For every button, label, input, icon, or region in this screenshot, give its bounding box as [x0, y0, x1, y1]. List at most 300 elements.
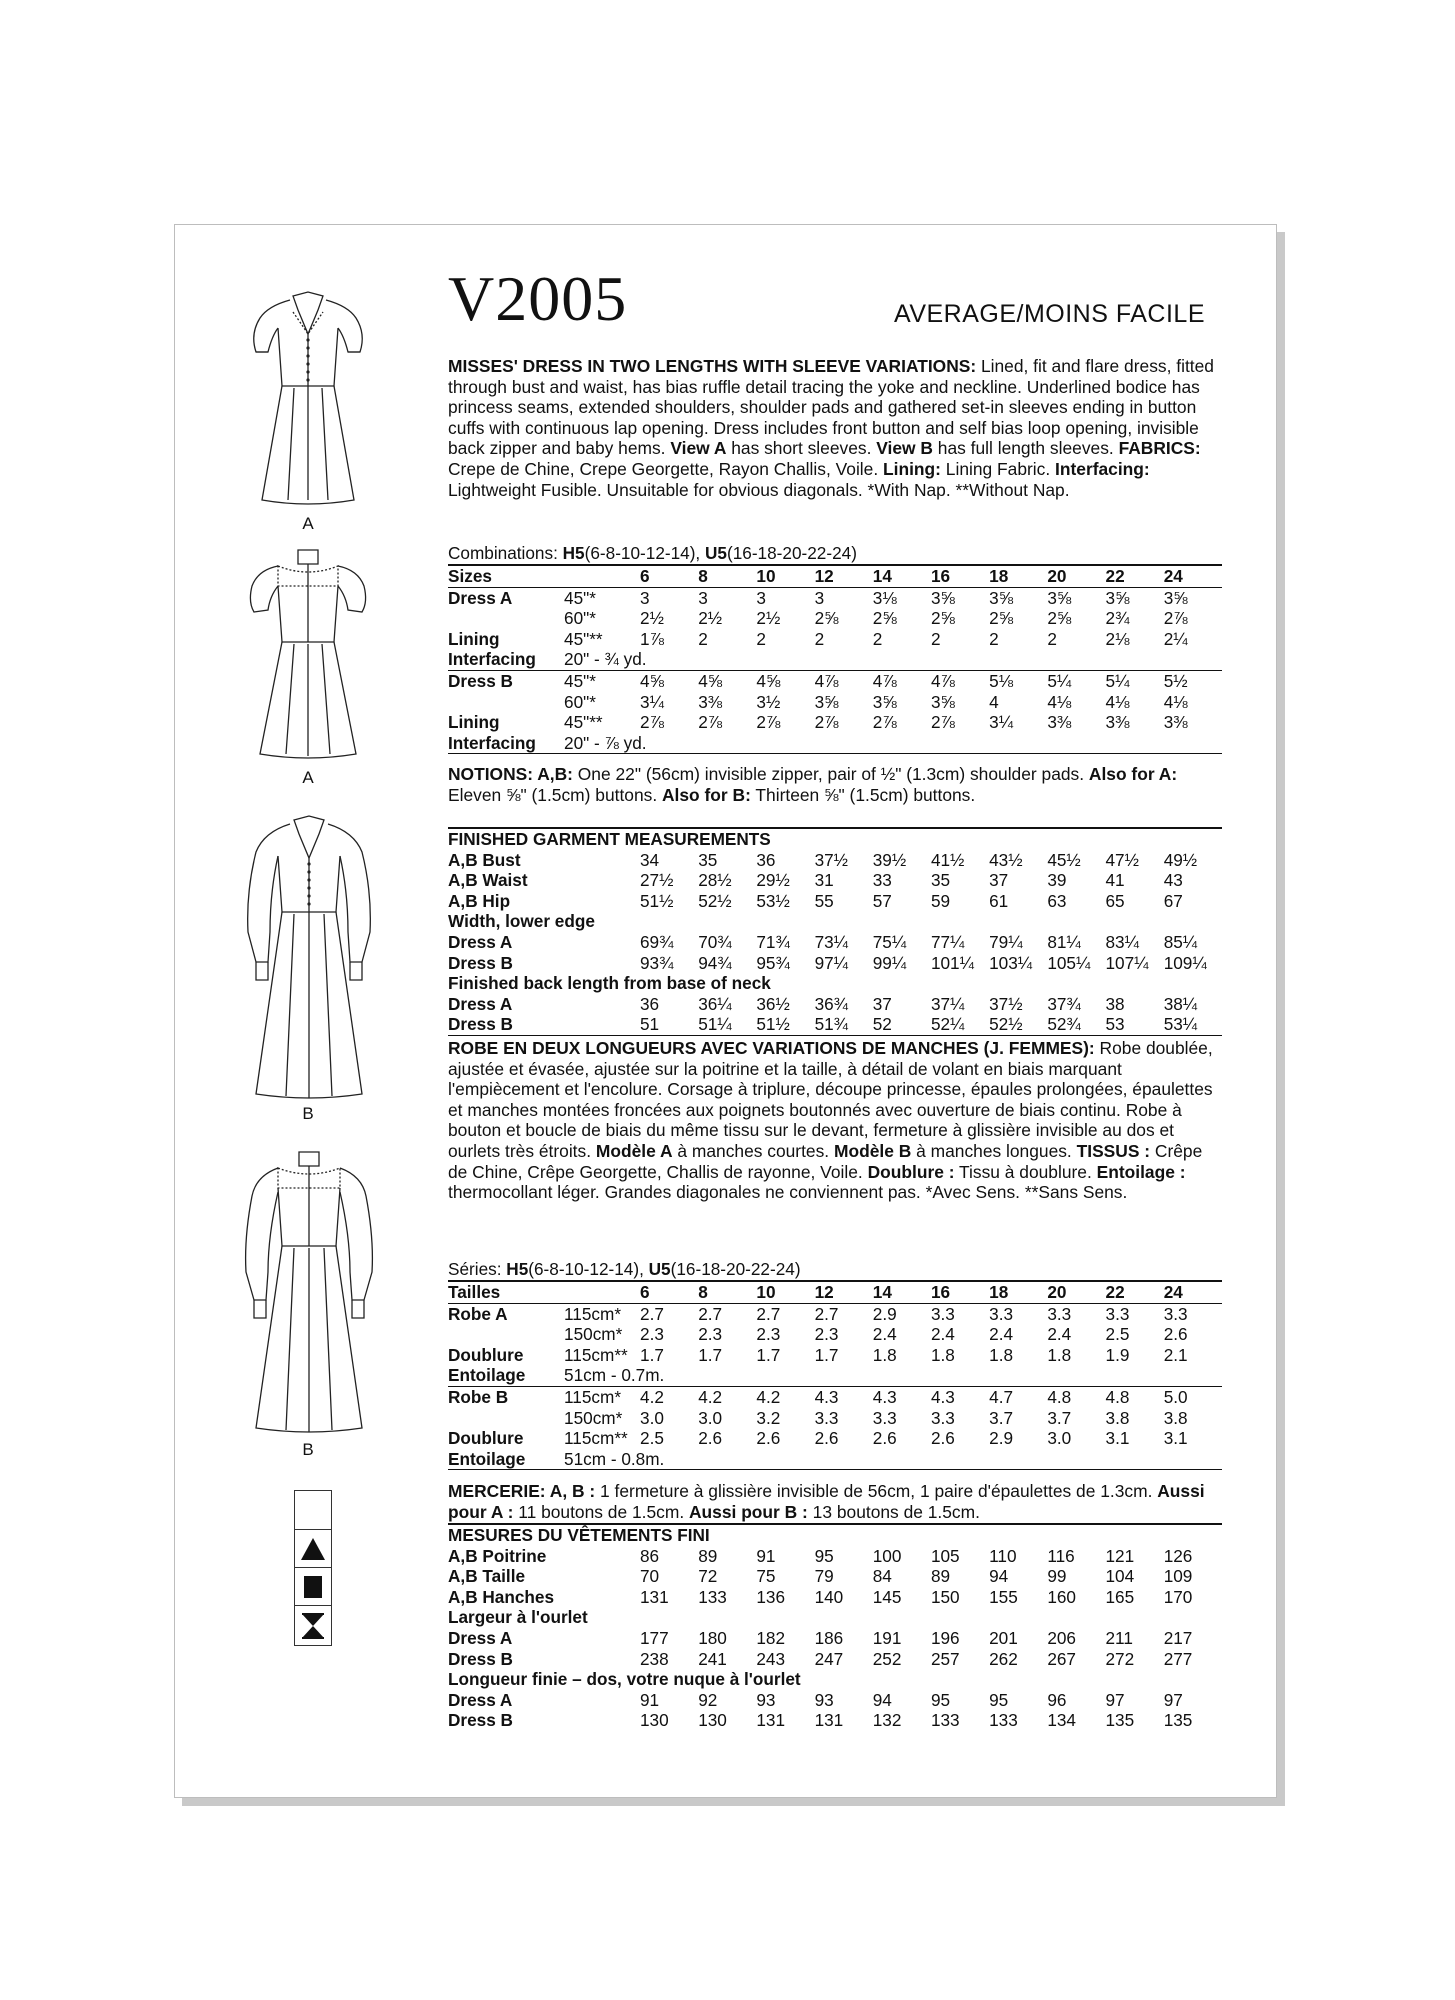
- row-label: A,B Bust: [448, 849, 521, 870]
- bold-text: Aussi pour B :: [689, 1501, 808, 1522]
- table-cell: 132: [872, 1710, 902, 1731]
- column-header: Sizes: [448, 565, 564, 587]
- column-header: 24: [1164, 1281, 1222, 1303]
- row-label: A,B Taille: [448, 1566, 526, 1587]
- table-cell: 51¾: [815, 1014, 873, 1035]
- table-cell: 3⅝: [1105, 587, 1130, 608]
- table-cell: 177: [640, 1627, 669, 1648]
- table-cell: 145: [872, 1586, 902, 1607]
- table-cell: 29½: [756, 870, 790, 891]
- subheading-row: [448, 1607, 1222, 1628]
- bold-text: MERCERIE: A, B :: [448, 1481, 596, 1501]
- table-cell: 136: [756, 1586, 786, 1607]
- finished-measurements-french: [448, 1523, 1222, 1731]
- table-cell: 3⅜: [1105, 712, 1130, 733]
- table-cell: 99¼: [872, 952, 907, 973]
- body-text: Lined, fit and flare dress, fitted through bust and waist, has bias ruffle detail tracing the yoke and neckline. Underlined bodice has princess seams, extended shoulders, shoulder pads and gathered set-in sleeves ending in button cuffs with continuous lap opening. Dress includes front button and self bias loop opening, invisible back zipper and baby hems.: [448, 356, 1214, 459]
- fabric-width: 45"**: [564, 712, 603, 733]
- fabric-width: 45"**: [564, 628, 603, 649]
- row-label: Dress B: [448, 1648, 513, 1669]
- table-cell: 77¼: [930, 931, 965, 952]
- table-cell: 2.5: [1105, 1324, 1130, 1345]
- subheading-row: [448, 973, 1222, 994]
- table-row: [448, 850, 1222, 871]
- table-cell: 35: [698, 849, 718, 870]
- dress-view-a-front-illustration: [238, 288, 378, 510]
- table-cell: 3⅝: [872, 691, 897, 712]
- table-row: [448, 670, 1222, 691]
- row-label: Dress A: [448, 587, 513, 608]
- table-cell: 104: [1105, 1566, 1135, 1587]
- body-text: has full length sleeves.: [932, 438, 1119, 459]
- table-cell: 2½: [756, 608, 781, 629]
- table-cell: 2⅝: [872, 608, 897, 629]
- description-english: [448, 356, 1226, 500]
- table-row: [448, 1649, 1222, 1670]
- table-cell: 33: [872, 870, 892, 891]
- column-header: Tailles: [448, 1281, 564, 1303]
- finished-measurements-english: [448, 827, 1222, 1036]
- table-cell: 182: [756, 1627, 786, 1648]
- bold-text: Lining:: [883, 458, 941, 479]
- row-label: Dress B: [448, 670, 564, 691]
- table-cell: 2½: [698, 608, 723, 629]
- bold-text: Doublure :: [867, 1161, 955, 1182]
- table-cell: 5¼: [1047, 670, 1105, 691]
- table-cell: 3.3: [1163, 1303, 1188, 1324]
- bold-text: FABRICS:: [1118, 438, 1201, 459]
- combinations-french: Séries: H5(6-8-10-12-14), U5(16-18-20-22-24): [448, 1259, 801, 1279]
- table-cell: 4.2: [756, 1386, 814, 1407]
- table-cell: 133: [930, 1710, 960, 1731]
- table-cell: 2.4: [930, 1324, 955, 1345]
- table-cell: 79: [814, 1566, 834, 1587]
- table-cell: 51½: [756, 1014, 814, 1035]
- table-cell: 3.3: [1105, 1303, 1130, 1324]
- table-row: [448, 733, 1222, 754]
- table-cell: 206: [1047, 1627, 1076, 1648]
- table-cell: 1.7: [640, 1344, 664, 1365]
- row-label: Entoilage: [448, 1449, 564, 1470]
- column-header: 6: [640, 565, 698, 587]
- table-cell: 4⅝: [698, 670, 756, 691]
- table-cell: 45½: [1047, 849, 1081, 870]
- table-cell: 4⅝: [640, 670, 698, 691]
- table-cell: 238: [640, 1648, 669, 1669]
- row-label: Dress A: [448, 1689, 513, 1710]
- table-cell: 3.3: [930, 1407, 955, 1428]
- table-cell: 2: [872, 628, 883, 649]
- column-header: 14: [873, 565, 931, 587]
- table-cell: 155: [989, 1586, 1018, 1607]
- fabric-width: 115cm*: [564, 1386, 640, 1407]
- table-header-row: [448, 565, 1222, 587]
- table-cell: 2¾: [1105, 608, 1130, 629]
- table-cell: 53: [1106, 1014, 1164, 1035]
- table-cell: 2.6: [1163, 1324, 1188, 1345]
- triangle-icon: [295, 1529, 331, 1567]
- row-label: Dress A: [448, 1627, 513, 1648]
- body-text: à manches longues.: [911, 1140, 1077, 1161]
- table-cell: 2.4: [872, 1324, 897, 1345]
- table-cell: 65: [1105, 890, 1125, 911]
- table-cell: 160: [1047, 1586, 1076, 1607]
- table-cell: 4⅞: [815, 670, 873, 691]
- table-cell: 34: [640, 849, 660, 870]
- body-text: thermocollant léger. Grandes diagonales ne conviennent pas. *Avec Sens. **Sans Sens.: [448, 1182, 1128, 1203]
- table-cell: 2.7: [814, 1303, 839, 1324]
- body-text: 11 boutons de 1.5cm.: [513, 1501, 689, 1522]
- section-title: MESURES DU VÊTEMENTS FINI: [448, 1524, 1222, 1546]
- table-cell: 75: [756, 1566, 776, 1587]
- table-cell: 4.2: [640, 1386, 698, 1407]
- column-header: 10: [756, 1281, 814, 1303]
- notions-french: [448, 1481, 1222, 1522]
- table-row: [448, 1546, 1222, 1567]
- table-cell: 94¾: [698, 952, 732, 973]
- table-cell: 39½: [872, 849, 907, 870]
- table-cell: 4.7: [989, 1386, 1047, 1407]
- row-label: A,B Poitrine: [448, 1545, 547, 1566]
- subheading-row: [448, 911, 1222, 932]
- table-cell: 4⅛: [1105, 691, 1130, 712]
- table-cell: 43½: [989, 849, 1023, 870]
- table-cell: 3.1: [1105, 1428, 1130, 1449]
- section-title: FINISHED GARMENT MEASUREMENTS: [448, 828, 1222, 850]
- table-cell: 2.4: [1047, 1324, 1072, 1345]
- table-cell: 101¼: [930, 952, 974, 973]
- body-text: has short sleeves.: [726, 438, 877, 459]
- table-cell: 36½: [756, 993, 790, 1014]
- fabric-width: 60"*: [564, 691, 596, 712]
- table-cell: 71¾: [756, 931, 790, 952]
- table-cell: 3.8: [1163, 1407, 1188, 1428]
- fabric-width: 150cm*: [564, 1324, 623, 1345]
- dress-view-b-back-illustration: [234, 1148, 384, 1438]
- table-cell: 37¾: [1047, 993, 1081, 1014]
- table-cell: 95: [930, 1689, 951, 1710]
- table-cell: 95: [989, 1689, 1009, 1710]
- row-label: Doublure: [448, 1344, 524, 1365]
- table-cell: 52: [873, 1014, 931, 1035]
- table-cell: 59: [930, 890, 951, 911]
- table-cell: 135: [1105, 1710, 1135, 1731]
- fabric-width: 115cm**: [564, 1344, 628, 1365]
- table-cell: 3⅝: [989, 587, 1014, 608]
- body-text: Eleven ⅝" (1.5cm) buttons.: [448, 784, 662, 805]
- table-cell: 186: [814, 1627, 844, 1648]
- column-header: 8: [698, 1281, 756, 1303]
- table-cell: 4.3: [931, 1386, 989, 1407]
- fabric-width: 115cm*: [564, 1303, 622, 1324]
- table-cell: 3⅜: [698, 691, 723, 712]
- table-row: [448, 649, 1222, 670]
- table-cell: 97: [1105, 1689, 1125, 1710]
- table-cell: 1⅞: [640, 628, 664, 649]
- row-label: A,B Waist: [448, 870, 528, 891]
- table-cell: 43: [1163, 870, 1183, 891]
- table-cell: 47½: [1105, 849, 1139, 870]
- table-cell: 93: [756, 1689, 776, 1710]
- table-cell: 2.6: [698, 1428, 723, 1449]
- column-header: 12: [815, 565, 873, 587]
- table-cell: 97¼: [814, 952, 849, 973]
- notions-english: [448, 764, 1222, 805]
- row-label: [448, 608, 564, 629]
- table-cell: 3⅜: [1047, 712, 1072, 733]
- table-cell: 3.3: [814, 1407, 839, 1428]
- table-cell: 95¾: [756, 952, 790, 973]
- table-cell: 2.7: [756, 1303, 781, 1324]
- table-row: [448, 1628, 1222, 1649]
- table-cell: 3.0: [1047, 1428, 1072, 1449]
- table-cell: 3.7: [1047, 1407, 1072, 1428]
- table-cell: 131: [814, 1710, 844, 1731]
- table-cell: 37½: [989, 993, 1023, 1014]
- table-cell: 2.3: [756, 1324, 781, 1345]
- body-text: Lightweight Fusible. Unsuitable for obvious diagonals. *With Nap. **Without Nap.: [448, 479, 1070, 500]
- table-cell: 100: [872, 1545, 902, 1566]
- table-cell: 3.1: [1163, 1428, 1188, 1449]
- yardage-table-french: [448, 1280, 1222, 1470]
- table-cell: 2.5: [640, 1428, 664, 1449]
- table-cell: 1.7: [814, 1344, 839, 1365]
- table-cell: 2.6: [756, 1428, 781, 1449]
- row-label: A,B Hanches: [448, 1586, 555, 1607]
- table-cell: 2.3: [698, 1324, 723, 1345]
- table-cell: 2⅝: [814, 608, 839, 629]
- table-cell: 4⅝: [756, 670, 814, 691]
- subheading: Longueur finie – dos, votre nuque à l'ourlet: [448, 1669, 801, 1690]
- table-cell: 2⅞: [872, 712, 897, 733]
- table-row: [448, 1428, 1222, 1449]
- table-cell: 36: [640, 993, 660, 1014]
- table-cell: 1.8: [989, 1344, 1014, 1365]
- table-cell: 4.2: [698, 1386, 756, 1407]
- table-cell: 35: [930, 870, 951, 891]
- row-label: Lining: [448, 628, 500, 649]
- row-label: Entoilage: [448, 1365, 526, 1386]
- subheading: Largeur à l'ourlet: [448, 1607, 588, 1628]
- table-cell: 81¼: [1047, 931, 1081, 952]
- fabric-width: 51cm - 0.7m.: [564, 1365, 665, 1386]
- table-cell: 3: [640, 587, 650, 608]
- row-label: Dress A: [448, 931, 513, 952]
- table-cell: 267: [1047, 1648, 1076, 1669]
- table-cell: 170: [1163, 1586, 1193, 1607]
- bold-text: Aussi pour A :: [448, 1481, 1205, 1522]
- table-cell: 27½: [640, 870, 674, 891]
- table-cell: 4.8: [1106, 1386, 1164, 1407]
- table-cell: 2⅞: [756, 712, 781, 733]
- fabric-width: 51cm - 0.8m.: [564, 1449, 1222, 1470]
- table-cell: 2⅞: [698, 712, 723, 733]
- dress-view-a-back-illustration: [238, 546, 378, 764]
- table-cell: 37: [989, 870, 1009, 891]
- subheading: Finished back length from base of neck: [448, 973, 771, 994]
- table-cell: 49½: [1163, 849, 1198, 870]
- table-cell: 2.4: [989, 1324, 1014, 1345]
- table-cell: 5⅛: [989, 670, 1047, 691]
- column-header: 12: [815, 1281, 873, 1303]
- row-label: [448, 1408, 564, 1429]
- body-text: Thirteen ⅝" (1.5cm) buttons.: [750, 784, 976, 805]
- table-cell: 135: [1163, 1710, 1193, 1731]
- table-cell: 116: [1047, 1545, 1075, 1566]
- row-label: [448, 692, 564, 713]
- table-cell: 1.7: [756, 1344, 781, 1365]
- body-text: One 22" (56cm) invisible zipper, pair of ½" (1.3cm) shoulder pads.: [572, 764, 1089, 784]
- bold-text: Also for B:: [662, 784, 751, 805]
- table-cell: 52¼: [931, 1014, 989, 1035]
- table-cell: 105: [930, 1545, 960, 1566]
- table-cell: 3.0: [640, 1407, 664, 1428]
- table-cell: 36¾: [814, 993, 849, 1014]
- hourglass-icon: [295, 1605, 331, 1645]
- row-label: Dress B: [448, 1710, 513, 1731]
- table-cell: 3⅝: [1163, 587, 1188, 608]
- table-cell: 3.2: [756, 1407, 781, 1428]
- table-cell: 191: [872, 1627, 902, 1648]
- table-cell: 57: [872, 890, 892, 911]
- table-cell: 4⅛: [1047, 691, 1072, 712]
- view-label: B: [302, 1104, 314, 1123]
- table-cell: 247: [814, 1648, 844, 1669]
- table-cell: 3⅝: [930, 691, 955, 712]
- column-header: 18: [989, 1281, 1047, 1303]
- table-cell: 70¾: [698, 931, 732, 952]
- table-row: [448, 1566, 1222, 1587]
- table-cell: 97: [1163, 1689, 1183, 1710]
- table-cell: 38: [1105, 993, 1125, 1014]
- table-cell: 3¼: [989, 712, 1014, 733]
- table-cell: 130: [698, 1710, 727, 1731]
- body-text: Crepe de Chine, Crepe Georgette, Rayon Challis, Voile.: [448, 458, 884, 479]
- table-row: [448, 994, 1222, 1015]
- table-cell: 4.3: [815, 1386, 873, 1407]
- column-header: 22: [1106, 1281, 1164, 1303]
- table-cell: 180: [698, 1627, 727, 1648]
- table-cell: 73¼: [814, 931, 849, 952]
- body-text: Crêpe de Chine, Crêpe Georgette, Challis de rayonne, Voile.: [448, 1140, 1203, 1182]
- table-cell: 2.7: [640, 1303, 664, 1324]
- table-cell: 52½: [989, 1014, 1047, 1035]
- section-title-row: [448, 1524, 1222, 1546]
- bold-text: View A: [670, 438, 727, 459]
- table-row: [448, 1386, 1222, 1407]
- table-cell: 79¼: [989, 931, 1023, 952]
- table-cell: 3⅜: [1163, 712, 1188, 733]
- table-cell: 99: [1047, 1566, 1067, 1587]
- table-cell: 70: [640, 1566, 660, 1587]
- table-cell: 3⅝: [814, 691, 839, 712]
- table-cell: 69¾: [640, 931, 674, 952]
- bold-text: MISSES' DRESS IN TWO LENGTHS WITH SLEEVE VARIATIONS:: [448, 356, 977, 376]
- table-cell: 3⅝: [930, 587, 955, 608]
- column-header: 16: [931, 565, 989, 587]
- table-row: [448, 712, 1222, 733]
- table-cell: 4: [989, 691, 999, 712]
- table-cell: 83¼: [1105, 931, 1139, 952]
- column-header: [564, 1281, 640, 1303]
- row-label: Lining: [448, 712, 500, 733]
- column-header: 20: [1047, 1281, 1105, 1303]
- table-cell: 75¼: [872, 931, 907, 952]
- table-cell: 3: [698, 587, 708, 608]
- table-cell: 134: [1047, 1710, 1076, 1731]
- bold-text: ROBE EN DEUX LONGUEURS AVEC VARIATIONS DE MANCHES (J. FEMMES):: [448, 1038, 1095, 1058]
- table-cell: 121: [1105, 1545, 1135, 1566]
- table-cell: 3½: [756, 691, 781, 712]
- table-cell: 3.0: [698, 1407, 723, 1428]
- table-cell: 1.9: [1105, 1344, 1130, 1365]
- fabric-width: 20" - ¾ yd.: [564, 649, 647, 670]
- table-cell: 1.8: [872, 1344, 897, 1365]
- table-row: [448, 629, 1222, 650]
- row-label: Dress B: [448, 952, 513, 973]
- table-cell: 103¼: [989, 952, 1033, 973]
- table-cell: 1.7: [698, 1344, 723, 1365]
- fabric-width: 45"*: [564, 587, 596, 608]
- body-text: 13 boutons de 1.5cm.: [807, 1501, 980, 1522]
- table-cell: 4⅞: [931, 670, 989, 691]
- table-cell: 3⅝: [1047, 587, 1072, 608]
- table-cell: 2: [814, 628, 825, 649]
- table-cell: 4.8: [1047, 1386, 1105, 1407]
- column-header: 22: [1106, 565, 1164, 587]
- table-cell: 3.3: [1047, 1303, 1072, 1324]
- table-cell: 2.9: [872, 1303, 897, 1324]
- column-header: 6: [640, 1281, 698, 1303]
- bold-text: TISSUS :: [1076, 1140, 1151, 1161]
- pattern-number: V2005: [448, 263, 628, 334]
- table-cell: 51: [640, 1014, 698, 1035]
- table-cell: 5.0: [1164, 1386, 1222, 1407]
- table-cell: 2.6: [872, 1428, 897, 1449]
- pattern-symbols-box: [294, 1490, 332, 1646]
- table-cell: 107¼: [1105, 952, 1149, 973]
- table-cell: 3.3: [872, 1407, 897, 1428]
- table-cell: 105¼: [1047, 952, 1091, 973]
- table-cell: 2: [756, 628, 766, 649]
- bold-text: NOTIONS: A,B:: [448, 764, 573, 784]
- table-cell: 63: [1047, 890, 1067, 911]
- table-cell: 2.1: [1163, 1344, 1188, 1365]
- table-row: [448, 870, 1222, 891]
- row-label: Doublure: [448, 1428, 524, 1449]
- table-cell: 89: [698, 1545, 718, 1566]
- view-label: B: [302, 1440, 314, 1459]
- body-text: Robe doublée, ajustée et évasée, ajustée sur la poitrine et la taille, à détail de volant en biais marquant l'empiècement et l'encolure. Corsage à triplure, découpe princesse, épaules prolongées, épaulettes et manches montées froncées aux poignets boutonnés avec ouverture de biais continu. Robe à bouton et boucle de biais du même tissu sur le devant, fermeture à glissière invisible au dos et ourlets très étroits.: [448, 1038, 1213, 1161]
- body-text: à manches courtes.: [672, 1140, 834, 1161]
- table-cell: 36: [756, 849, 776, 870]
- column-header: 8: [698, 565, 756, 587]
- table-cell: 150: [930, 1586, 960, 1607]
- table-cell: 84: [872, 1566, 892, 1587]
- table-cell: 4.3: [873, 1386, 931, 1407]
- table-cell: 2.3: [640, 1324, 664, 1345]
- fabric-width: 45"*: [564, 670, 640, 691]
- table-cell: 2⅞: [1163, 608, 1188, 629]
- table-cell: 51½: [640, 890, 674, 911]
- table-cell: 41: [1105, 870, 1125, 891]
- table-cell: 85¼: [1163, 931, 1198, 952]
- section-title-row: [448, 828, 1222, 850]
- table-cell: 53½: [756, 890, 790, 911]
- table-cell: 272: [1105, 1648, 1135, 1669]
- table-cell: 4⅞: [873, 670, 931, 691]
- row-label: Robe B: [448, 1386, 564, 1407]
